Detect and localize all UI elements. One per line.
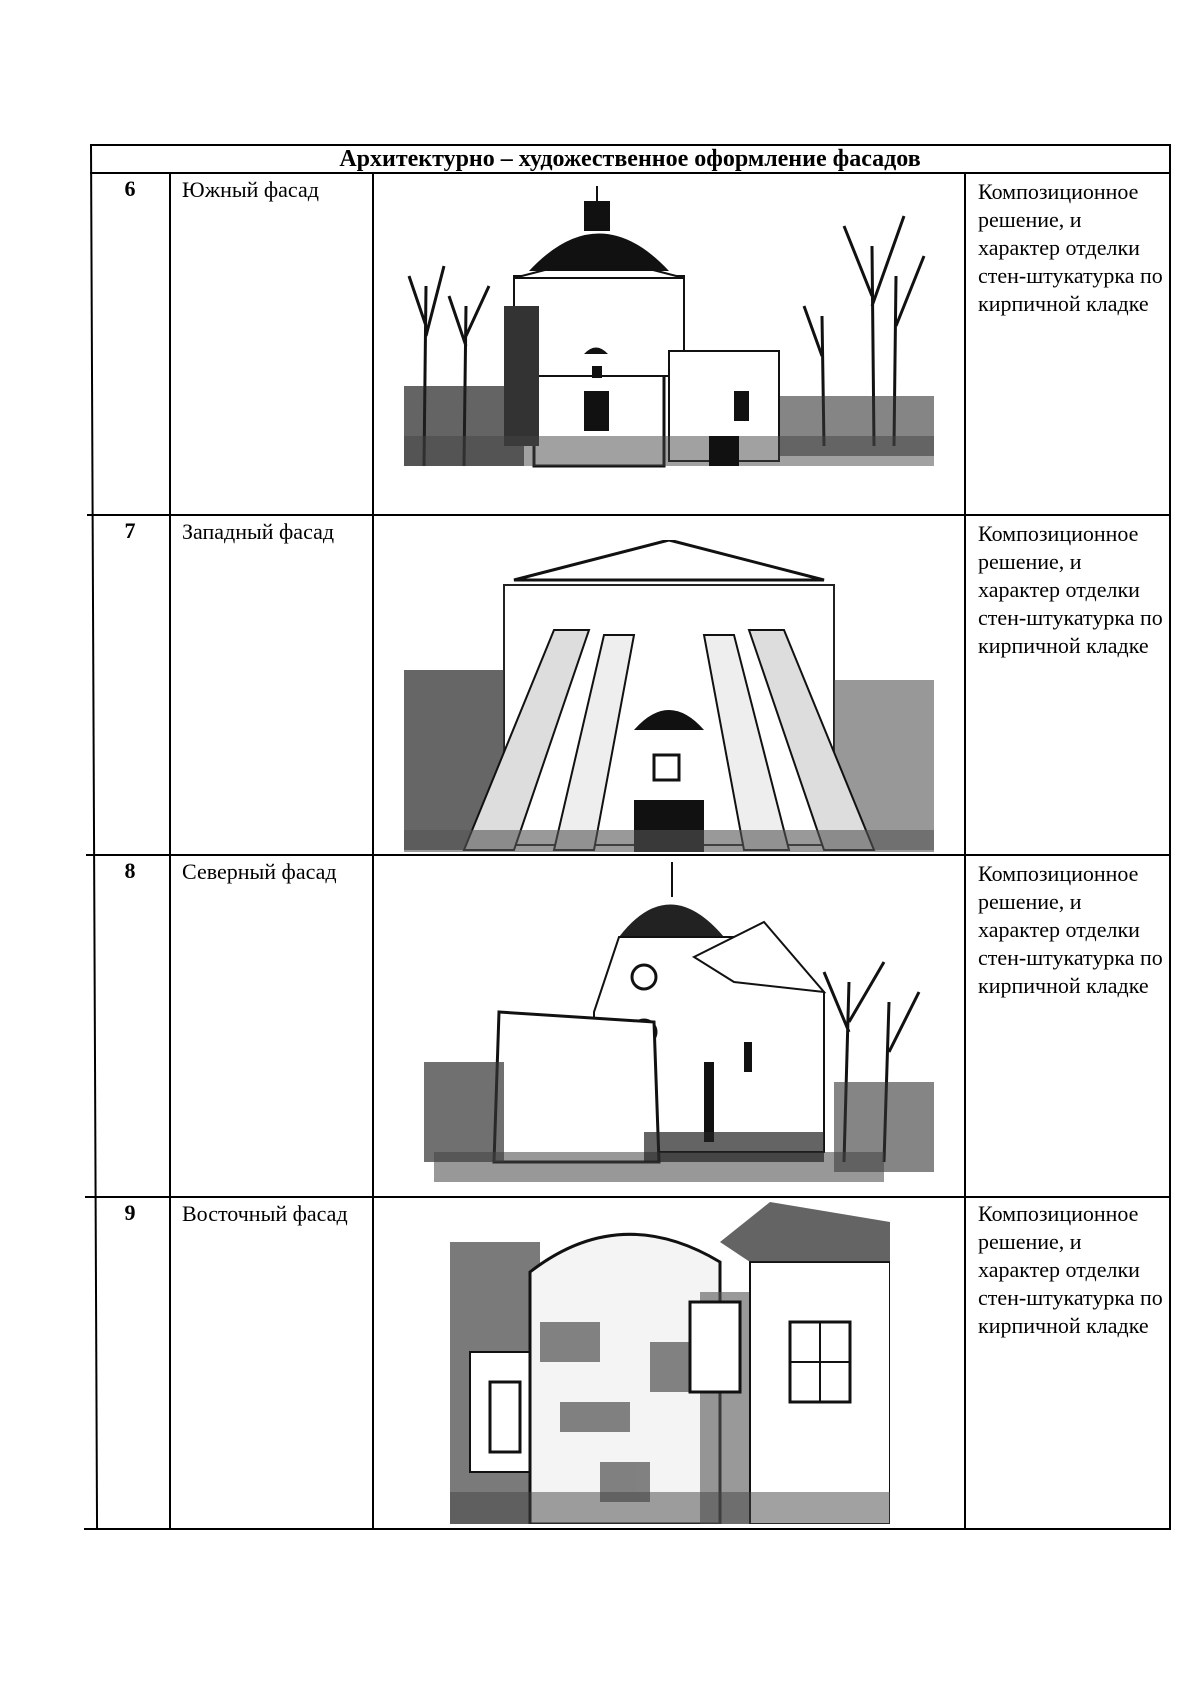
row-number: 6: [124, 176, 136, 201]
table-title: Архитектурно – художественное оформление фасадов: [339, 146, 921, 172]
col-divider-photo: [964, 172, 966, 1530]
facade-description: Композиционное решение, и характер отделки стен-штукатурка по кирпичной кладке: [978, 521, 1163, 658]
col-divider-name: [372, 172, 374, 1530]
facade-name: Западный фасад: [182, 519, 335, 544]
south-facade-photo: [404, 186, 934, 508]
north-facade-photo: [404, 862, 934, 1192]
row-divider-8-9: [85, 1196, 1170, 1198]
east-facade-photo: [450, 1202, 890, 1524]
row-number: 8: [124, 858, 136, 883]
facade-name: Южный фасад: [182, 177, 319, 202]
facade-name: Восточный фасад: [182, 1201, 348, 1226]
row-number: 7: [124, 518, 136, 543]
facade-description: Композиционное решение, и характер отделки стен-штукатурка по кирпичной кладке: [978, 861, 1163, 998]
facade-description: Композиционное решение, и характер отделки стен-штукатурка по кирпичной кладке: [978, 1201, 1163, 1338]
row-divider-6-7: [87, 514, 1171, 516]
facade-name: Северный фасад: [182, 859, 337, 884]
table-border-left: [90, 144, 98, 1530]
facade-description: Композиционное решение, и характер отделки стен-штукатурка по кирпичной кладке: [978, 179, 1163, 316]
table-border-right: [1169, 144, 1171, 1530]
west-facade-photo: [404, 540, 934, 852]
row-number: 9: [124, 1200, 136, 1225]
col-divider-num: [169, 172, 171, 1530]
table-border-bottom: [84, 1528, 1170, 1530]
row-divider-7-8: [86, 854, 1171, 856]
